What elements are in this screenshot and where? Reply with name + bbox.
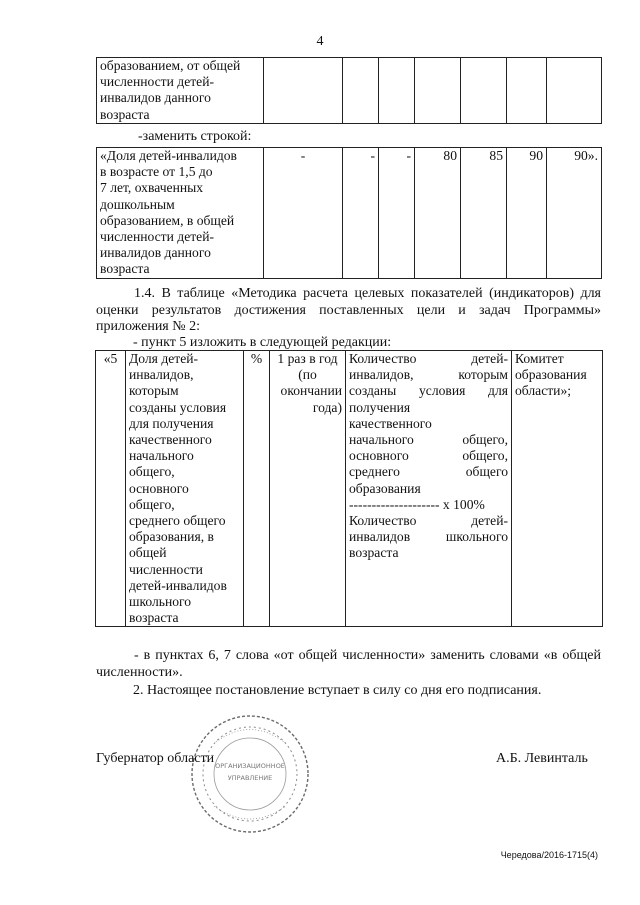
unit-cell: %: [244, 351, 270, 627]
signature-title: Губернатор области: [96, 751, 215, 766]
svg-text:УПРАВЛЕНИЕ: УПРАВЛЕНИЕ: [227, 774, 273, 782]
value-cell: -: [379, 148, 415, 279]
value-cell: [507, 58, 547, 124]
table-row: [97, 148, 602, 279]
value-cell: [379, 58, 415, 124]
paragraph-1-4: 1.4. В таблице «Методика расчета целевых показателей (индикаторов) для оценки результатов достижения поставленных цели и задач Программы» приложения № 2:: [96, 286, 601, 334]
value-cell: [461, 58, 507, 124]
document-code: Чередова/2016-1715(4): [500, 850, 598, 860]
value-cell: [264, 58, 343, 124]
value-cell: [343, 58, 379, 124]
value-cell: -: [264, 148, 343, 279]
table-continuation: [96, 57, 602, 124]
value-cell: [415, 58, 461, 124]
period-cell: 1 раз в год (по окончании года): [270, 351, 346, 627]
value-cell: 80: [415, 148, 461, 279]
paragraph-items-6-7: - в пунктах 6, 7 слова «от общей численности» заменить словами «в общей численности».: [96, 648, 601, 680]
value-cell: 85: [461, 148, 507, 279]
page-number: 4: [316, 34, 324, 49]
indicator-name: Доля детей- инвалидов, которым созданы условия для получения качественного начального общего, основного общего, среднего общего образования, в общей численности детей-инвалидов школьного возраста: [126, 351, 244, 627]
row-label: «Доля детей-инвалидов в возрасте от 1,5 до 7 лет, охваченных дошкольным образованием, в общей численности детей- инвалидов данного возраста: [97, 148, 264, 279]
signature-name: А.Б. Левинталь: [496, 751, 588, 766]
svg-text:ОРГАНИЗАЦИОННОЕ: ОРГАНИЗАЦИОННОЕ: [215, 762, 285, 770]
official-seal: [188, 712, 312, 836]
table-replacement: [96, 147, 602, 279]
value-cell: 90: [507, 148, 547, 279]
formula-cell: Количество детей- инвалидов, которым созданы условия для получения качественного начального общего, основного общего, среднего общего образования -------------------- х 100% Количество детей- инвалидов школьного возраста: [346, 351, 512, 627]
item5-instruction: - пункт 5 изложить в следующей редакции:: [133, 335, 392, 350]
value-cell: 90».: [547, 148, 602, 279]
value-cell: [547, 58, 602, 124]
paragraph-2: 2. Настоящее постановление вступает в силу со дня его подписания.: [133, 683, 542, 698]
item-number: «5: [96, 351, 126, 627]
responsible-cell: Комитет образования области»;: [512, 351, 603, 627]
row-label: образованием, от общей численности детей- инвалидов данного возраста: [97, 58, 264, 124]
replace-instruction: -заменить строкой:: [138, 129, 252, 144]
table-item-5: [95, 350, 603, 627]
value-cell: -: [343, 148, 379, 279]
table-row: [96, 351, 603, 627]
table-row: [97, 58, 602, 124]
